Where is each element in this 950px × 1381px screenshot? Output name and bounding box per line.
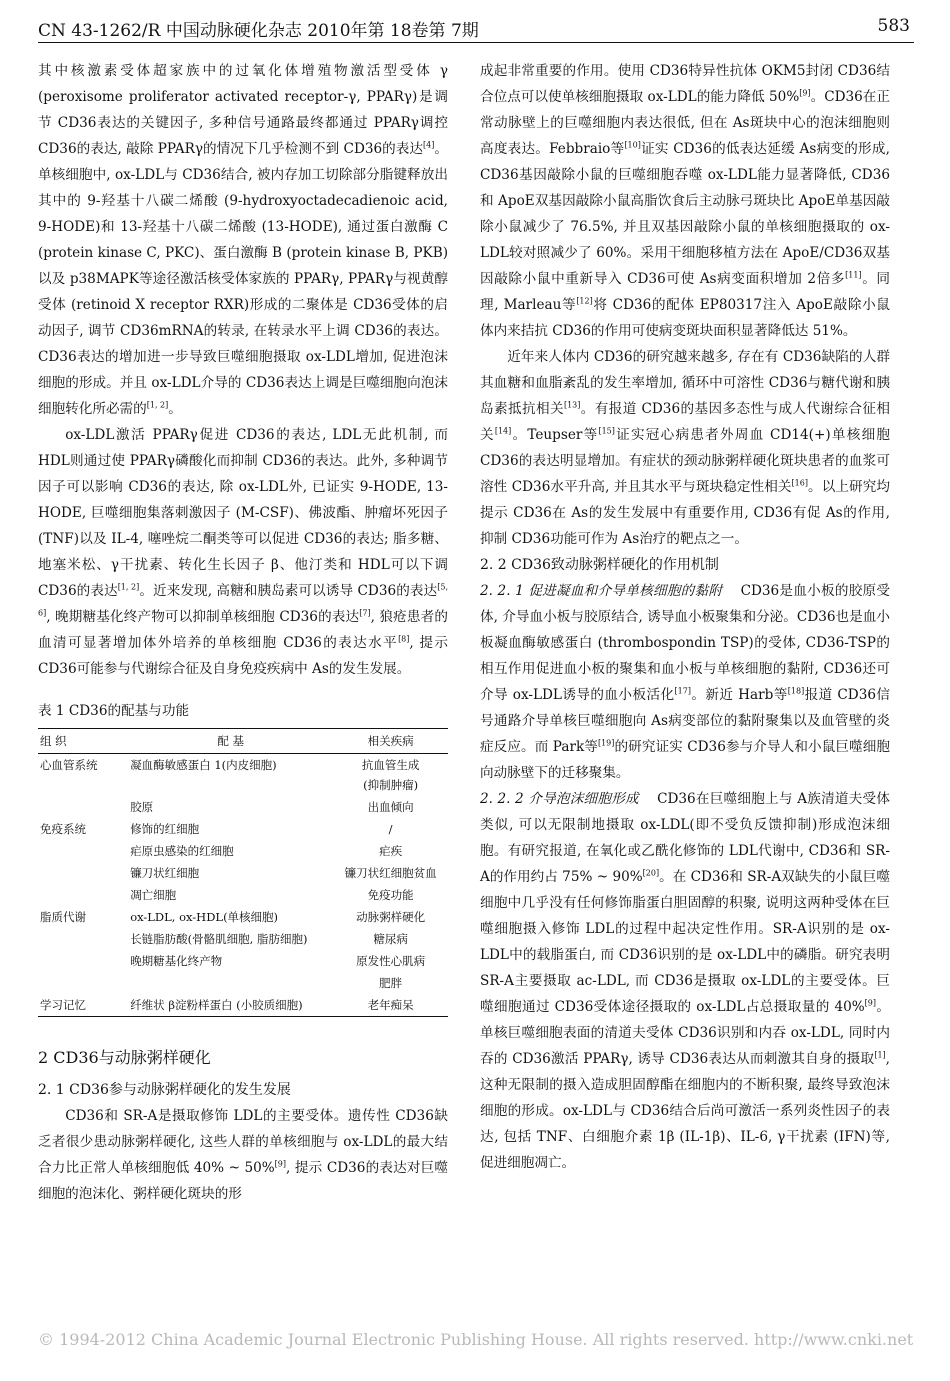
citation: [17] bbox=[674, 686, 691, 696]
table-cell: 晚期糖基化终产物 bbox=[130, 954, 223, 968]
table-row bbox=[38, 818, 448, 840]
subsubsection-title: 2. 2. 1 促进凝血和介导单核细胞的黏附 bbox=[480, 583, 723, 599]
table-cell: / bbox=[388, 822, 393, 836]
table-cell: 修饰的红细胞 bbox=[130, 822, 200, 836]
table-row bbox=[38, 950, 448, 972]
citation: [9] bbox=[864, 998, 877, 1008]
table-cell: 胶原 bbox=[130, 800, 154, 814]
table-cell bbox=[38, 862, 128, 884]
table-cell bbox=[38, 840, 128, 862]
table-cell: 凋亡细胞 bbox=[130, 888, 177, 902]
citation: [18] bbox=[787, 686, 805, 696]
table-row bbox=[38, 972, 448, 994]
paragraph: ox-LDL激活 PPARγ促进 CD36的表达, LDL无此机制, 而 HDL则通过使 PPARγ磷酸化而抑制 CD36的表达。此外, 多种调节因子可以影响 CD36的表达, 除 ox-LDL外, 已证实 9-HODE, 13-HODE, 巨噬细胞集落刺激因子 (M-CSF)、佛波酯、肿瘤坏死因子 (TNF)以及 IL-4, 噻唑烷二酮类等可以促进 CD36的表达; 脂多糖、地塞米松、γ干扰素、转化生长因子 β、他汀类和 HDL可以下调 CD36的表达[1, 2]。近来发现, 高糖和胰岛素可以诱导 CD36的表达[5, 6], 晚期糖基化终产物可以抑制单核细胞 CD36的表达[7], 狼疮患者的血清可显著增加体外培养的单核细胞 CD36的表达水平[8], 提示 CD36可能参与代谢综合征及自身免疫疾病中 As的发生发展。 bbox=[38, 427, 448, 677]
paragraph: 成起非常重要的作用。使用 CD36特异性抗体 OKM5封闭 CD36结合位点可以使单核细胞摄取 ox-LDL的能力降低 50%[9]。CD36在正常动脉壁上的巨噬细胞内表达很低, 但在 As斑块中心的泡沫细胞则高度表达。Febbraio等[10]证实 CD36的低表达延缓 As病变的形成, CD36基因敲除小鼠的巨噬细胞吞噬 ox-LDL能力显著降低, CD36和 ApoE双基因敲除小鼠高脂饮食后主动脉弓斑块比 ApoE单基因敲除小鼠减少了 76.5%, 并且双基因敲除小鼠的单核细胞摄取的 ox-LDL较对照减少了 60%。采用干细胞移植方法在 ApoE/CD36双基因敲除小鼠中重新导入 CD36可使 As病变面积增加 2倍多[11]。同理, Marleau等[12]将 CD36的配体 EP80317注入 ApoE敲除小鼠体内来拮抗 CD36的作用可使病变斑块面积显著降低达 51%。 bbox=[480, 63, 890, 339]
table-cell: 凝血酶敏感蛋白 1(内皮细胞) bbox=[130, 758, 277, 772]
table-header: 配 基 bbox=[128, 729, 333, 754]
table-row bbox=[38, 754, 448, 797]
table-cell: 疟原虫感染的红细胞 bbox=[130, 844, 234, 858]
citation: [1, 2] bbox=[117, 582, 140, 592]
table-cell: 学习记忆 bbox=[38, 994, 128, 1017]
paragraph: 2. 2. 2 介导泡沫细胞形成 CD36在巨噬细胞上与 A族清道夫受体类似, 可以无限制地摄取 ox-LDL(即不受负反馈抑制)形成泡沫细胞。有研究报道, 在氧化或乙酰化修饰的 LDL代谢中, CD36和 SR-A的作用约占 75% ~ 90%[20]。在 CD36和 SR-A双缺失的小鼠巨噬细胞中几乎没有任何修饰脂蛋白胆固醇的积聚, 说明这两种受体在巨噬细胞摄入修饰 LDL的过程中起决定性作用。SR-A识别的是 ox-LDL中的载脂蛋白, 而 CD36识别的是 ox-LDL中的磷脂。研究表明 SR-A主要摄取 ac-LDL, 而 CD36是摄取 ox-LDL的主要受体。巨噬细胞通过 CD36受体途径摄取的 ox-LDL占总摄取量的 40%[9]。单核巨噬细胞表面的清道夫受体 CD36识别和内吞 ox-LDL, 同时内吞的 CD36激活 PPARγ, 诱导 CD36表达从而刺激其自身的摄取[1], 这种无限制的摄入造成胆固醇酯在细胞内的不断积聚, 最终导致泡沫细胞的形成。ox-LDL与 CD36结合后尚可激活一系列炎性因子的表达, 包括 TNF、白细胞介素 1β (IL-1β)、IL-6, γ干扰素 (IFN)等, 促进细胞凋亡。 bbox=[480, 791, 891, 1171]
table-cell: 心血管系统 bbox=[40, 758, 98, 772]
table-cell: 肥胖 bbox=[379, 976, 403, 990]
citation: [11] bbox=[845, 270, 862, 280]
citation: [1] bbox=[874, 1050, 886, 1060]
page-header bbox=[38, 12, 914, 43]
citation: [15] bbox=[598, 426, 615, 436]
table-cell: 镰刀状红细胞 bbox=[130, 866, 200, 880]
citation: [20] bbox=[642, 868, 660, 878]
table-row bbox=[38, 796, 448, 818]
table-cell: 出血倾向 bbox=[367, 800, 414, 814]
table-row bbox=[38, 906, 448, 928]
paragraph: 其中核激素受体超家族中的过氧化体增殖物激活型受体 γ (peroxisome proliferator activated receptor-γ, PPARγ)是调节 CD36表达的关键因子, 多种信号通路最终都通过 PPARγ调控 CD36的表达, 敲除 PPARγ的情况下几乎检测不到 CD36的表达[4]。单核细胞中, ox-LDL与 CD36结合, 被内存加工切除部分脂键释放出其中的 9-羟基十八碳二烯酸 (9-hydroxyoctadecadienoic acid, 9-HODE)和 13-羟基十八碳二烯酸 (13-HODE), 通过蛋白激酶 C (protein kinase C, PKC)、蛋白激酶 B (protein kinase B, PKB)以及 p38MAPK等途径激活核受体家族的 PPARγ, PPARγ与视黄醇受体 (retinoid X receptor RXR)形成的二聚体是 CD36受体的启动因子, 调节 CD36mRNA的转录, 在转录水平上调 CD36的表达。CD36表达的增加进一步导致巨噬细胞摄取 ox-LDL增加, 促进泡沫细胞的形成。并且 ox-LDL介导的 CD36表达上调是巨噬细胞向泡沫细胞转化所必需的[1, 2]。 bbox=[38, 63, 449, 417]
citation: [9] bbox=[274, 1159, 287, 1169]
citation: [8] bbox=[398, 634, 410, 644]
citation: [9] bbox=[799, 88, 811, 98]
table-row bbox=[38, 994, 448, 1017]
left-column bbox=[38, 58, 448, 1207]
table-cell bbox=[38, 950, 128, 972]
table-title: 表 1 CD36的配基与功能 bbox=[38, 703, 190, 719]
table-cell: 老年痴呆 bbox=[333, 994, 448, 1017]
paragraph: CD36和 SR-A是摄取修饰 LDL的主要受体。遗传性 CD36缺乏者很少患动脉粥样硬化, 这些人群的单核细胞与 ox-LDL的最大结合力比正常人单核细胞低 40% ~ 50%[9], 提示 CD36的表达对巨噬细胞的泡沫化、粥样硬化斑块的形 bbox=[38, 1108, 449, 1202]
section-title: 2 CD36与动脉粥样硬化 bbox=[38, 1048, 211, 1067]
table-cell: 抗血管生成 (抑制肿瘤) bbox=[361, 758, 420, 792]
ligand-table bbox=[38, 728, 448, 1017]
table-cell: 免疫功能 bbox=[367, 888, 414, 902]
table-cell: ox-LDL, ox-HDL(单核细胞) bbox=[130, 910, 279, 924]
citation: [14] bbox=[494, 426, 512, 436]
table-row bbox=[38, 840, 448, 862]
table-cell: 原发性心肌病 bbox=[356, 954, 426, 968]
citation: [7] bbox=[359, 608, 371, 618]
table-cell bbox=[128, 972, 333, 994]
copyright-footer: © 1994-2012 China Academic Journal Electronic Publishing House. All rights reserved. http://www.cnki.net bbox=[38, 1330, 914, 1349]
citation: [10] bbox=[624, 140, 641, 150]
right-column bbox=[480, 58, 890, 1176]
table-cell: 纤维状 β淀粉样蛋白 (小胶质细胞) bbox=[128, 994, 333, 1017]
table-row bbox=[38, 928, 448, 950]
table-cell bbox=[38, 972, 128, 994]
citation: [13] bbox=[563, 400, 581, 410]
citation: [5, 6] bbox=[38, 582, 448, 618]
paragraph: 2. 2. 1 促进凝血和介导单核细胞的黏附 CD36是血小板的胶原受体, 介导血小板与胶原结合, 诱导血小板聚集和分泌。CD36也是血小板凝血酶敏感蛋白 (thrombospondin TSP)的受体, CD36-TSP的相互作用促进血小板的聚集和血小板与单核细胞的黏附, CD36还可介导 ox-LDL诱导的血小板活化[17]。新近 Harb等[18]报道 CD36信号通路介导单核巨噬细胞向 As病变部位的黏附聚集以及血管壁的炎症反应。而 Park等[19]的研究证实 CD36参与介导人和小鼠巨噬细胞向动脉壁下的迁移聚集。 bbox=[480, 583, 891, 781]
subsubsection-title: 2. 2. 2 介导泡沫细胞形成 bbox=[480, 791, 639, 807]
citation: [1, 2] bbox=[146, 400, 169, 410]
subsection-title: 2. 1 CD36参与动脉粥样硬化的发生发展 bbox=[38, 1082, 291, 1098]
citation: [16] bbox=[791, 478, 808, 488]
table-cell: 糖尿病 bbox=[373, 932, 408, 946]
subsection-title: 2. 2 CD36致动脉粥样硬化的作用机制 bbox=[480, 557, 719, 573]
journal-citation: CN 43-1262/R 中国动脉硬化杂志 2010年第 18卷第 7期 bbox=[38, 21, 479, 41]
table-cell: 脂质代谢 bbox=[40, 910, 86, 924]
page-number: 583 bbox=[877, 16, 910, 36]
citation: [19] bbox=[597, 738, 615, 748]
citation: [4] bbox=[423, 140, 435, 150]
table-cell: 长链脂肪酸(骨骼肌细胞, 脂肪细胞) bbox=[130, 932, 308, 946]
table-cell bbox=[38, 884, 128, 906]
table-cell: 动脉粥样硬化 bbox=[356, 910, 426, 924]
table-header: 相关疾病 bbox=[333, 729, 448, 754]
table-header: 组 织 bbox=[38, 729, 128, 754]
table-cell: 免疫系统 bbox=[40, 822, 86, 836]
table-cell bbox=[38, 928, 128, 950]
table-row bbox=[38, 862, 448, 884]
citation: [12] bbox=[576, 296, 593, 306]
table-cell bbox=[38, 796, 128, 818]
table-row bbox=[38, 884, 448, 906]
table-cell: 镰刀状红细胞贫血 bbox=[344, 866, 437, 880]
paragraph: 近年来人体内 CD36的研究越来越多, 存在有 CD36缺陷的人群其血糖和血脂紊乱的发生率增加, 循环中可溶性 CD36与糖代谢和胰岛素抵抗相关[13]。有报道 CD36的基因多态性与成人代谢综合征相关[14]。Teupser等[15]证实冠心病患者外周血 CD14(+)单核细胞 CD36的表达明显增加。有症状的颈动脉粥样硬化斑块患者的血浆可溶性 CD36水平升高, 并且其水平与斑块稳定性相关[16]。以上研究均提示 CD36在 As的发生发展中有重要作用, CD36有促 As的作用, 抑制 CD36功能可作为 As治疗的靶点之一。 bbox=[480, 349, 890, 547]
table-cell: 疟疾 bbox=[379, 844, 403, 858]
